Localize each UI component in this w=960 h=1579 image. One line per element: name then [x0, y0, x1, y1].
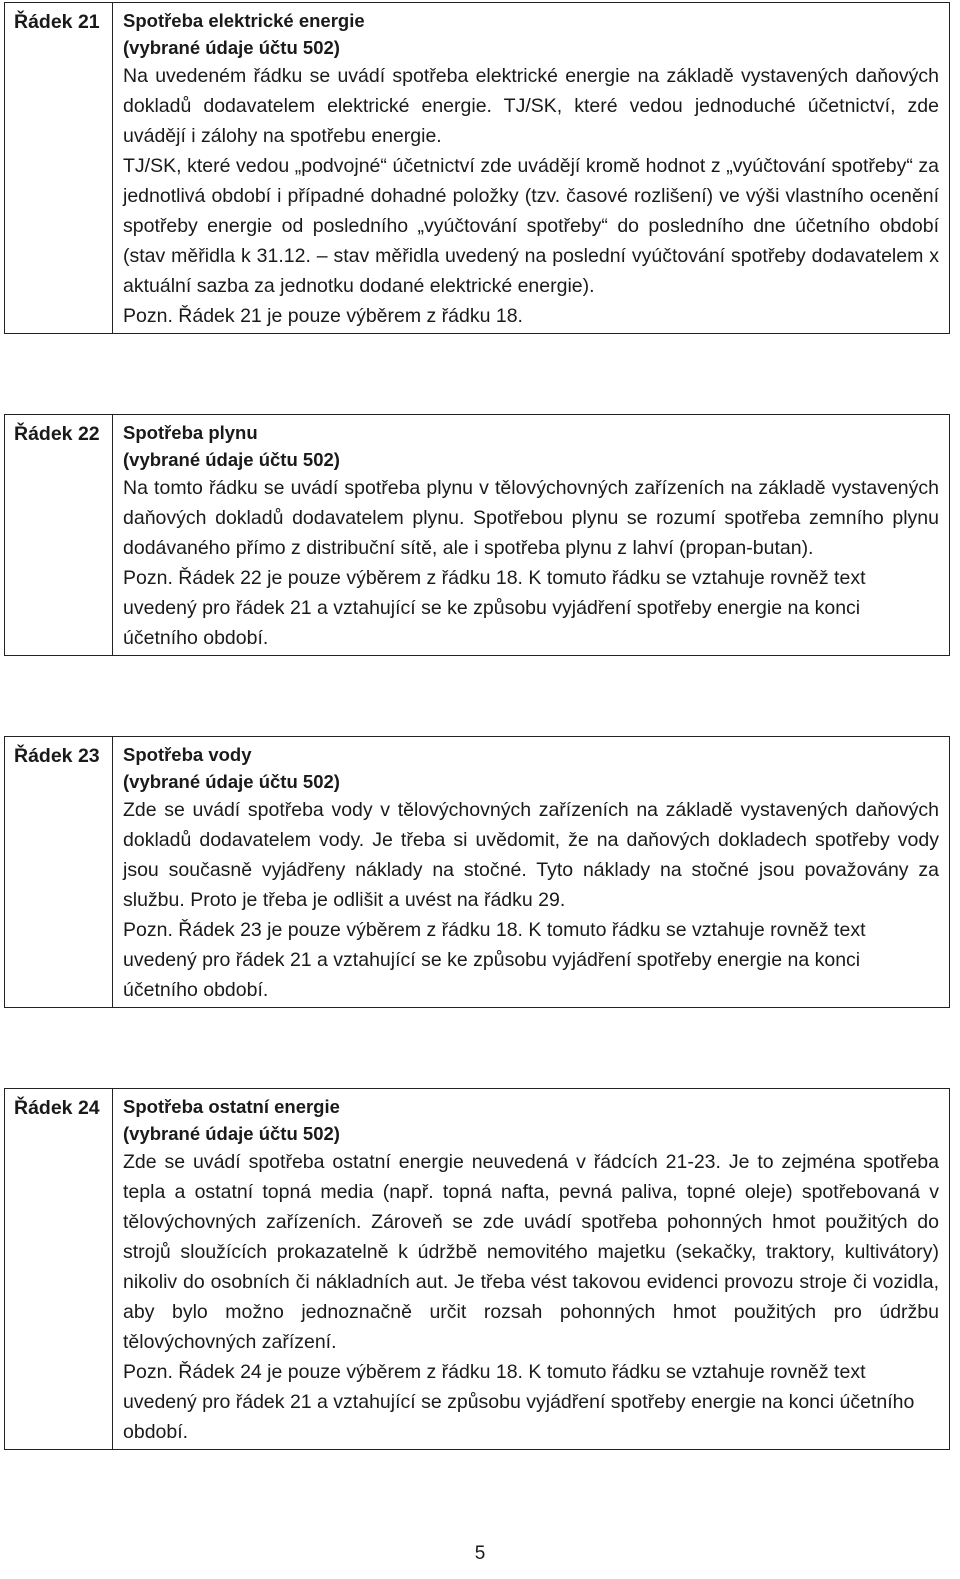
note-paragraph: Pozn. Řádek 22 je pouze výběrem z řádku 18. K tomuto řádku se vztahuje rovněž text uvedený pro řádek 21 a vztahující se ke způsobu vyjádření spotřeby energie na konci účetního období.: [123, 567, 866, 649]
paragraph: Zde se uvádí spotřeba vody v tělovýchovných zařízeních na základě vystavených daňových dokladů dodavatelem vody. Je třeba si uvědomit, že na daňových dokladech spotřeby vody jsou současně vyjádřeny náklady na stočné. Tyto náklady na stočné jsou považovány za službu. Proto je třeba je odlišit a uvést na řádku 29.: [123, 799, 939, 911]
row-label: Řádek 22: [5, 415, 113, 656]
paragraph: Na uvedeném řádku se uvádí spotřeba elektrické energie na základě vystavených daňových dokladů dodavatelem elektrické energie. TJ/SK, které vedou jednoduché účetnictví, zde uvádějí i zálohy na spotřebu energie.: [123, 65, 939, 147]
section-subtitle: (vybrané údaje účtu 502): [123, 449, 340, 470]
section-radek-21: [4, 2, 950, 334]
section-title: Spotřeba elektrické energie: [123, 10, 365, 31]
note-paragraph: Pozn. Řádek 24 je pouze výběrem z řádku 18. K tomuto řádku se vztahuje rovněž text uvedený pro řádek 21 a vztahující se způsobu vyjádření spotřeby energie na konci účetního období.: [123, 1361, 915, 1443]
section-subtitle: (vybrané údaje účtu 502): [123, 1123, 340, 1144]
note-paragraph: Pozn. Řádek 21 je pouze výběrem z řádku 18.: [123, 305, 523, 327]
section-title: Spotřeba plynu: [123, 422, 258, 443]
row-content: [113, 415, 950, 656]
paragraph: TJ/SK, které vedou „podvojné“ účetnictví zde uvádějí kromě hodnot z „vyúčtování spotřeby“ za jednotlivá období i případné dohadné položky (tzv. časové rozlišení) ve výši vlastního ocenění spotřeby energie od posledního „vyúčtování spotřeby“ do posledního dne účetního období (stav měřidla k 31.12. – stav měřidla uvedený na poslední vyúčtování spotřeby dodavatelem x aktuální sazba za jednotku dodané elektrické energie).: [123, 155, 939, 297]
section-radek-23: [4, 736, 950, 1008]
section-subtitle: (vybrané údaje účtu 502): [123, 37, 340, 58]
row-content: [113, 3, 950, 334]
paragraph: Na tomto řádku se uvádí spotřeba plynu v tělovýchovných zařízeních na základě vystavených daňových dokladů dodavatelem plynu. Spotřebou plynu se rozumí spotřeba zemního plynu dodávaného přímo z distribuční sítě, ale i spotřeba plynu z lahví (propan-butan).: [123, 477, 939, 559]
paragraph: Zde se uvádí spotřeba ostatní energie neuvedená v řádcích 21-23. Je to zejména spotřeba tepla a ostatní topná media (např. topná nafta, pevná paliva, topné oleje) spotřebovaná v tělovýchovných zařízeních. Zároveň se zde uvádí spotřeba pohonných hmot použitých do strojů sloužících prokazatelně k údržbě nemovitého majetku (sekačky, traktory, kultivátory) nikoliv do osobních či nákladních aut. Je třeba vést takovou evidenci provozu stroje či vozidla, aby bylo možno jednoznačně určit rozsah pohonných hmot použitých pro údržbu tělovýchovných zařízení.: [123, 1151, 939, 1353]
row-content: [113, 737, 950, 1008]
section-title: Spotřeba ostatní energie: [123, 1096, 340, 1117]
note-paragraph: Pozn. Řádek 23 je pouze výběrem z řádku 18. K tomuto řádku se vztahuje rovněž text uvedený pro řádek 21 a vztahující se ke způsobu vyjádření spotřeby energie na konci účetního období.: [123, 919, 866, 1001]
row-label: Řádek 21: [5, 3, 113, 334]
row-content: [113, 1089, 950, 1450]
section-radek-22: [4, 414, 950, 656]
row-label: Řádek 24: [5, 1089, 113, 1450]
row-label: Řádek 23: [5, 737, 113, 1008]
section-title: Spotřeba vody: [123, 744, 252, 765]
section-subtitle: (vybrané údaje účtu 502): [123, 771, 340, 792]
page-number: 5: [474, 1543, 486, 1564]
section-radek-24: [4, 1088, 950, 1450]
